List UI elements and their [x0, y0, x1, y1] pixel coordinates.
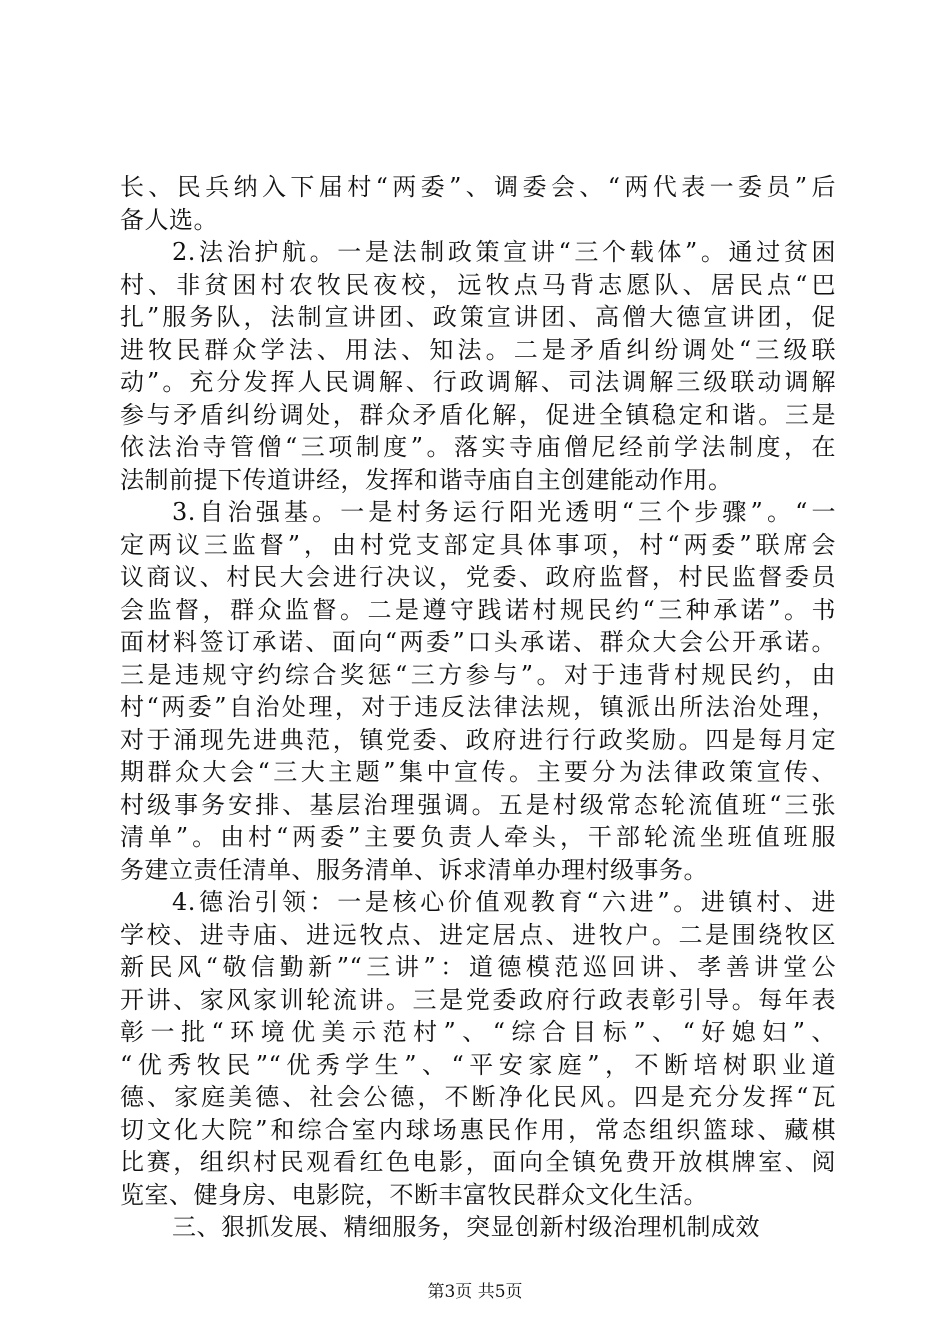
- paragraph-4-line: 比赛，组织村民观看红色电影，面向全镇免费开放棋牌室、阅: [120, 1148, 836, 1176]
- paragraph-4-line: 览室、健身房、电影院，不断丰富牧民群众文化生活。: [120, 1180, 708, 1209]
- paragraph-2-line: 进牧民群众学法、用法、知法。二是矛盾纠纷调处“三级联: [120, 335, 836, 364]
- paragraph-4-line: “优秀牧民”“优秀学生”、“平安家庭”，不断培树职业道: [120, 1050, 836, 1079]
- paragraph-2-line: 动”。充分发挥人民调解、行政调解、司法调解三级联动调解: [120, 368, 836, 396]
- paragraph-4-line: 德、家庭美德、社会公德，不断净化民风。四是充分发挥“瓦: [120, 1083, 836, 1111]
- paragraph-3-line: 议商议、村民大会进行决议，党委、政府监督，村民监督委员: [120, 563, 836, 591]
- paragraph-2-line: 参与矛盾纠纷调处，群众矛盾化解，促进全镇稳定和谐。三是: [120, 400, 836, 429]
- paragraph-2-line: 村、非贫困村农牧民夜校，远牧点马背志愿队、居民点“巴: [120, 270, 836, 299]
- paragraph-2-line: 法制前提下传道讲经，发挥和谐寺庙自主创建能动作用。: [120, 465, 733, 494]
- paragraph-4-line: 新民风“敬信勤新”“三讲”：道德模范巡回讲、孝善讲堂公: [120, 953, 836, 981]
- document-body: [120, 171, 836, 1244]
- paragraph-2-line: 扎”服务队，法制宣讲团、政策宣讲团、高僧大德宣讲团，促: [120, 303, 836, 331]
- paragraph-1-line: 长、民兵纳入下届村“两委”、调委会、“两代表一委员”后: [120, 173, 836, 201]
- paragraph-3-line: 期群众大会“三大主题”集中宣传。主要分为法律政策宣传、: [120, 758, 836, 786]
- paragraph-4-line: 学校、进寺庙、进远牧点、进定居点、进牧户。二是围绕牧区: [120, 920, 836, 949]
- paragraph-3-line: 定两议三监督”，由村党支部定具体事项，村“两委”联席会: [120, 530, 836, 559]
- paragraph-3-line: 村“两委”自治处理，对于违反法律法规，镇派出所法治处理，: [120, 693, 836, 721]
- page-footer: 第3页 共5页: [427, 1282, 523, 1302]
- paragraph-4-line: 彰一批“环境优美示范村”、“综合目标”、“好媳妇”、: [120, 1018, 836, 1046]
- paragraph-3-line: 面材料签订承诺、面向“两委”口头承诺、群众大会公开承诺。: [120, 628, 836, 656]
- paragraph-4-line: 切文化大院”和综合室内球场惠民作用，常态组织篮球、藏棋: [120, 1115, 836, 1144]
- paragraph-3-line: 三是违规守约综合奖惩“三方参与”。对于违背村规民约，由: [120, 660, 836, 689]
- paragraph-2-line: 2.法治护航。一是法制政策宣讲“三个载体”。通过贫困: [172, 238, 836, 266]
- paragraph-3-line: 村级事务安排、基层治理强调。五是村级常态轮流值班“三张: [120, 790, 836, 819]
- paragraph-3-line: 会监督，群众监督。二是遵守践诺村规民约“三种承诺”。书: [120, 595, 836, 624]
- paragraph-3-line: 对于涌现先进典范，镇党委、政府进行行政奖励。四是每月定: [120, 725, 836, 754]
- paragraph-4-line: 4.德治引领：一是核心价值观教育“六进”。进镇村、进: [172, 888, 836, 916]
- paragraph-1-line: 备人选。: [120, 205, 218, 234]
- paragraph-4-line: 开讲、家风家训轮流讲。三是党委政府行政表彰引导。每年表: [120, 985, 836, 1014]
- paragraph-3-line: 务建立责任清单、服务清单、诉求清单办理村级事务。: [120, 855, 708, 884]
- paragraph-3-line: 3.自治强基。一是村务运行阳光透明“三个步骤”。“一: [172, 498, 836, 526]
- paragraph-2-line: 依法治寺管僧“三项制度”。落实寺庙僧尼经前学法制度，在: [120, 433, 836, 461]
- paragraph-3-line: 清单”。由村“两委”主要负责人牵头，干部轮流坐班值班服: [120, 823, 836, 851]
- paragraph-5-line: 三、狠抓发展、精细服务，突显创新村级治理机制成效: [172, 1213, 760, 1241]
